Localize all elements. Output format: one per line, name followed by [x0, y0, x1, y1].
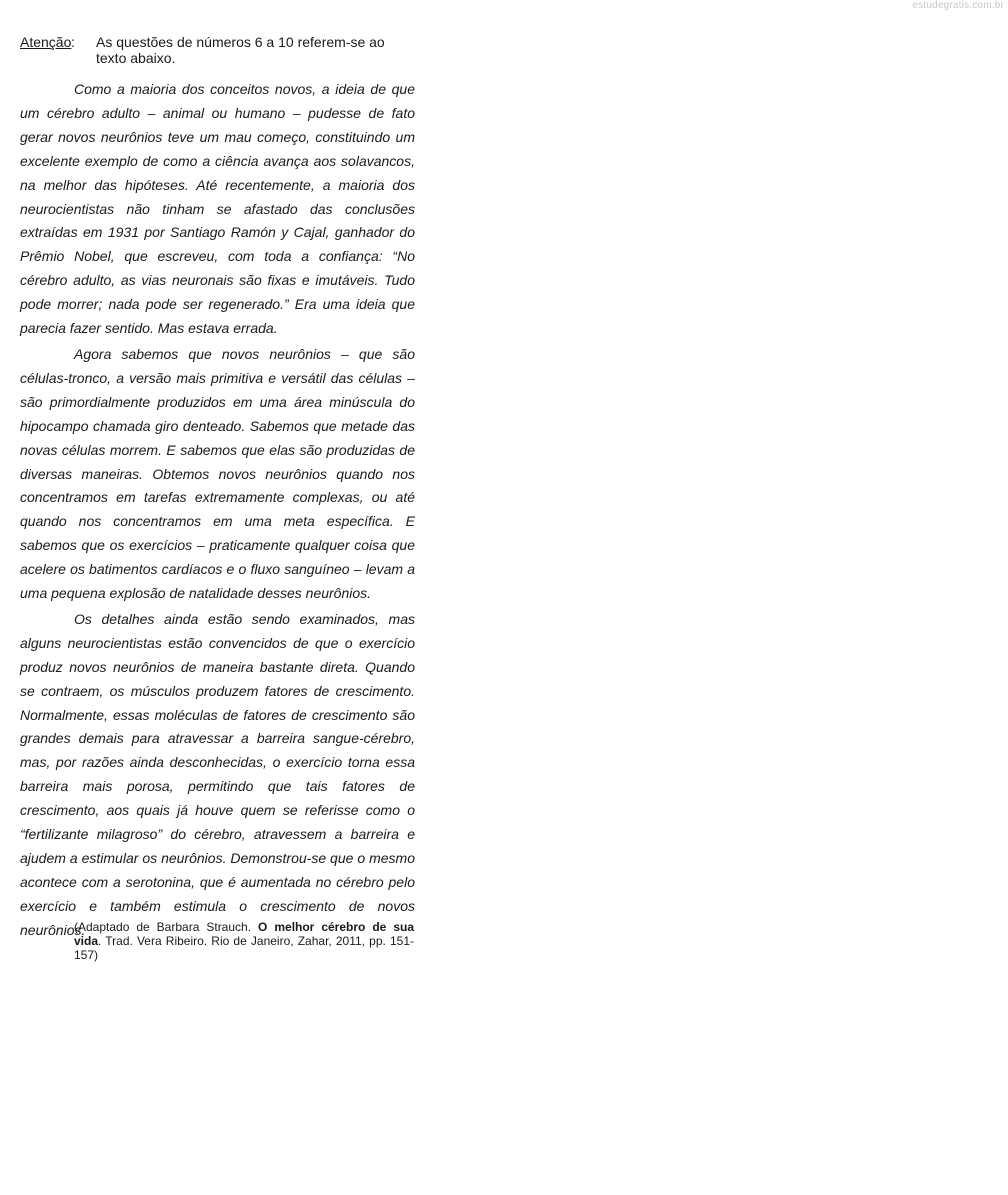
- citation-book-title: O melhor cérebro de sua vida: [74, 920, 414, 948]
- attention-notice: [20, 34, 415, 66]
- passage-paragraph-2: Agora sabemos que novos neurônios – que são células-tronco, a versão mais primitiva e versátil das células – são primordialmente produzidos em uma área minúscula do hipocampo chamada giro denteado. Sabemos que metade das novas células morrem. E sabemos que elas são produzidas de diversas maneiras. Obtemos novos neurônios quando nos concentramos em tarefas extremamente complexas, ou até quando nos concentramos em uma meta específica. E sabemos que os exercícios – praticamente qualquer coisa que acelere os batimentos cardíacos e o fluxo sanguíneo – levam a uma pequena explosão de natalidade desses neurônios.: [20, 345, 415, 602]
- attention-label: Atenção: [20, 34, 72, 50]
- citation-prefix: (Adaptado de Barbara Strauch.: [74, 920, 259, 934]
- source-citation: [74, 920, 414, 962]
- passage-paragraph-3: Os detalhes ainda estão sendo examinados, mas alguns neurocientistas estão convencidos de que o exercício produz novos neurônios de maneira bastante direta. Quando se contraem, os músculos produzem fatores de crescimento. Normalmente, essas moléculas de fatores de crescimento são grandes demais para atravessar a barreira sangue-cérebro, mas, por razões ainda desconhecidas, o exercício torna essa barreira mais porosa, permitindo que tais fatores de crescimento, aos quais já houve quem se referisse como o “fertilizante milagroso” do cérebro, atravessem a barreira e ajudem a estimular os neurônios. Demonstrou-se que o mesmo acontece com a serotonina, que é aumentada no cérebro pelo exercício e também estimula o crescimento de novos neurônios.: [20, 610, 415, 938]
- passage-paragraph-1: Como a maioria dos conceitos novos, a ideia de que um cérebro adulto – animal ou humano – pudesse de fato gerar novos neurônios teve um mau começo, constituindo um excelente exemplo de como a ciência avança aos solavancos, na melhor das hipóteses. Até recentemente, a maioria dos neurocientistas não tinham se afastado das conclusões extraídas em 1931 por Santiago Ramón y Cajal, ganhador do Prêmio Nobel, que escreveu, com toda a confiança: “No cérebro adulto, as vias neuronais são fixas e imutáveis. Tudo pode morrer; nada pode ser regenerado.” Era uma ideia que parecia fazer sentido. Mas estava errada.: [20, 81, 415, 337]
- reading-passage: [20, 78, 415, 945]
- attention-text: As questões de números 6 a 10 referem-se ao texto abaixo.: [96, 34, 385, 66]
- attention-label-colon: :: [71, 34, 75, 50]
- site-watermark: estudegratis.com.br: [912, 0, 1004, 11]
- citation-suffix: . Trad. Vera Ribeiro. Rio de Janeiro, Zahar, 2011, pp. 151-157): [74, 934, 414, 962]
